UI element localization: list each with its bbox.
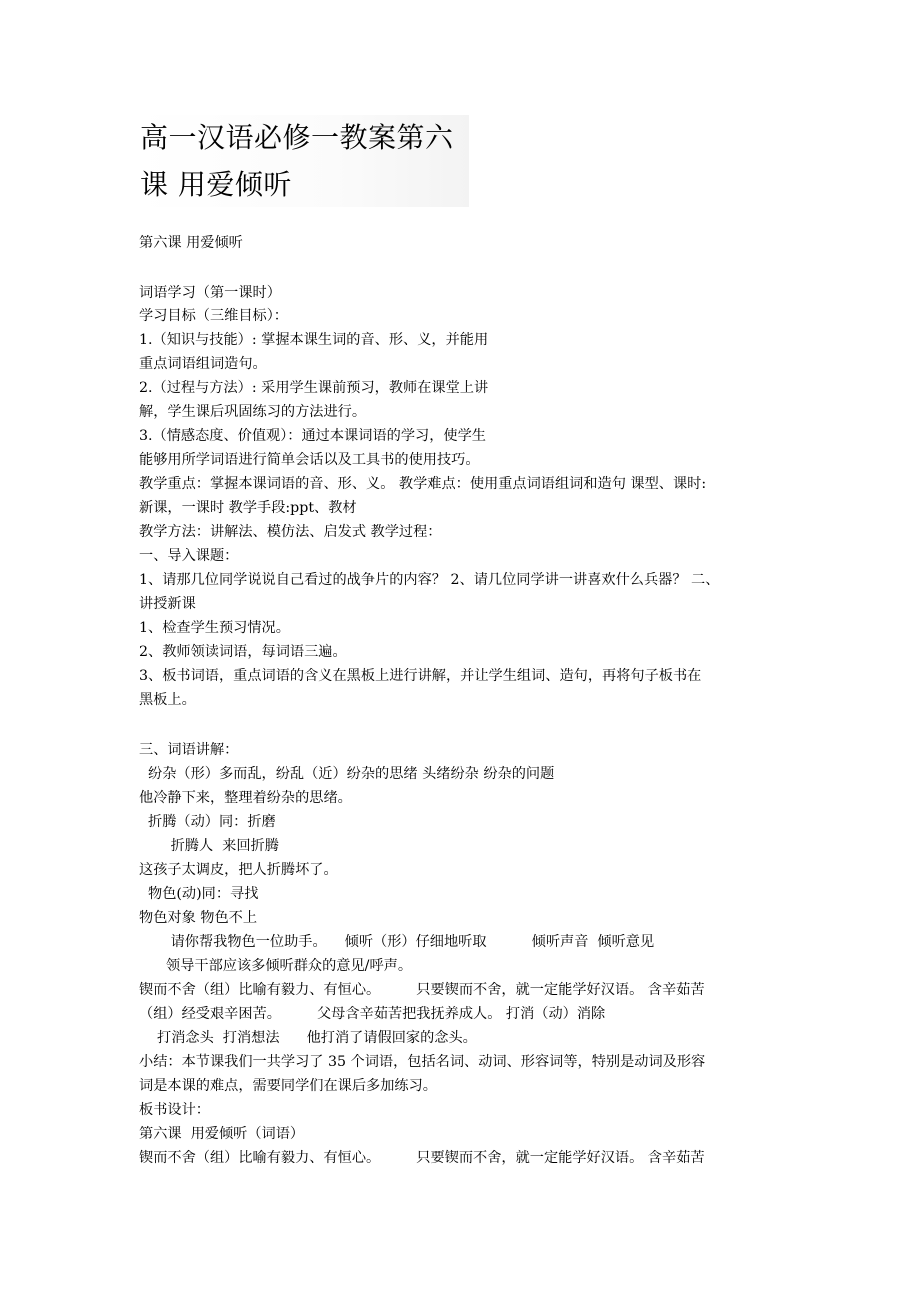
text-line: 1、请那几位同学说说自己看过的战争片的内容？ 2、请几位同学讲一讲喜欢什么兵器？ 二、 (139, 572, 720, 588)
title-line-2: 课 用爱倾听 (140, 168, 292, 201)
text-line: 折腾（动）同：折磨 (139, 814, 276, 830)
text-line: 解，学生课后巩固练习的方法进行。 (139, 404, 367, 420)
title-line-1: 高一汉语必修一教案第六 (140, 121, 454, 154)
text-line: 能够用所学词语进行简单会话以及工具书的使用技巧。 (139, 452, 480, 468)
text-line: 小结：本节课我们一共学习了 35 个词语，包括名词、动词、形容词等，特别是动词及形容 (139, 1054, 706, 1070)
text-line: 纷杂（形）多而乱，纷乱（近）纷杂的思绪 头绪纷杂 纷杂的问题 (139, 766, 555, 782)
text-line: 物色对象 物色不上 (139, 910, 258, 926)
text-line: 讲授新课 (139, 596, 196, 612)
text-line: 领导干部应该多倾听群众的意见/呼声。 (139, 958, 413, 974)
text-line: 2、教师领读词语，每词语三遍。 (139, 644, 347, 660)
text-line: 教学重点：掌握本课词语的音、形、义。 教学难点：使用重点词语组词和造句 课型、课时: (139, 476, 707, 492)
text-line: 词是本课的难点，需要同学们在课后多加练习。 (139, 1078, 437, 1094)
text-line: 这孩子太调皮，把人折腾坏了。 (139, 862, 338, 878)
text-line: 学习目标（三维目标）： (139, 308, 288, 324)
text-line: 他冷静下来，整理着纷杂的思绪。 (139, 790, 352, 806)
text-line: 3、板书词语，重点词语的含义在黑板上进行讲解，并让学生组词、造句，再将句子板书在 (139, 668, 702, 684)
text-line: 打消念头 打消想法 他打消了请假回家的念头。 (139, 1030, 477, 1046)
text-line: 2.（过程与方法）: 采用学生课前预习，教师在课堂上讲 (139, 380, 489, 396)
text-line: 板书设计： (139, 1102, 210, 1118)
text-line: 锲而不舍（组）比喻有毅力、有恒心。 只要锲而不舍，就一定能学好汉语。 含辛茹苦 (139, 1150, 705, 1166)
text-line: （组）经受艰辛困苦。 父母含辛茹苦把我抚养成人。 打消（动）消除 (139, 1006, 606, 1022)
text-line: 折腾人 来回折腾 (139, 838, 279, 854)
text-line: 教学方法：讲解法、模仿法、启发式 教学过程： (139, 524, 442, 540)
text-line: 1、检查学生预习情况。 (139, 620, 290, 636)
document-title (137, 115, 469, 207)
text-line: 新课，一课时 教学手段:ppt、教材 (139, 500, 357, 516)
lesson-heading: 第六课 用爱倾听 (139, 235, 243, 251)
text-line: 词语学习（第一课时） (139, 285, 281, 301)
text-line: 请你帮我物色一位助手。 倾听（形）仔细地听取 倾听声音 倾听意见 (139, 934, 655, 950)
text-line: 物色(动)同：寻找 (139, 886, 259, 902)
text-line: 黑板上。 (139, 692, 196, 708)
text-line: 一、导入课题： (139, 548, 239, 564)
text-line: 1.（知识与技能）: 掌握本课生词的音、形、义，并能用 (139, 332, 489, 348)
text-line: 锲而不舍（组）比喻有毅力、有恒心。 只要锲而不舍，就一定能学好汉语。 含辛茹苦 (139, 982, 705, 998)
text-line: 重点词语组词造句。 (139, 356, 267, 372)
text-line: 3.（情感态度、价值观）：通过本课词语的学习，使学生 (139, 428, 486, 444)
text-line: 第六课 用爱倾听（词语） (139, 1126, 305, 1142)
text-line: 三、词语讲解： (139, 742, 239, 758)
